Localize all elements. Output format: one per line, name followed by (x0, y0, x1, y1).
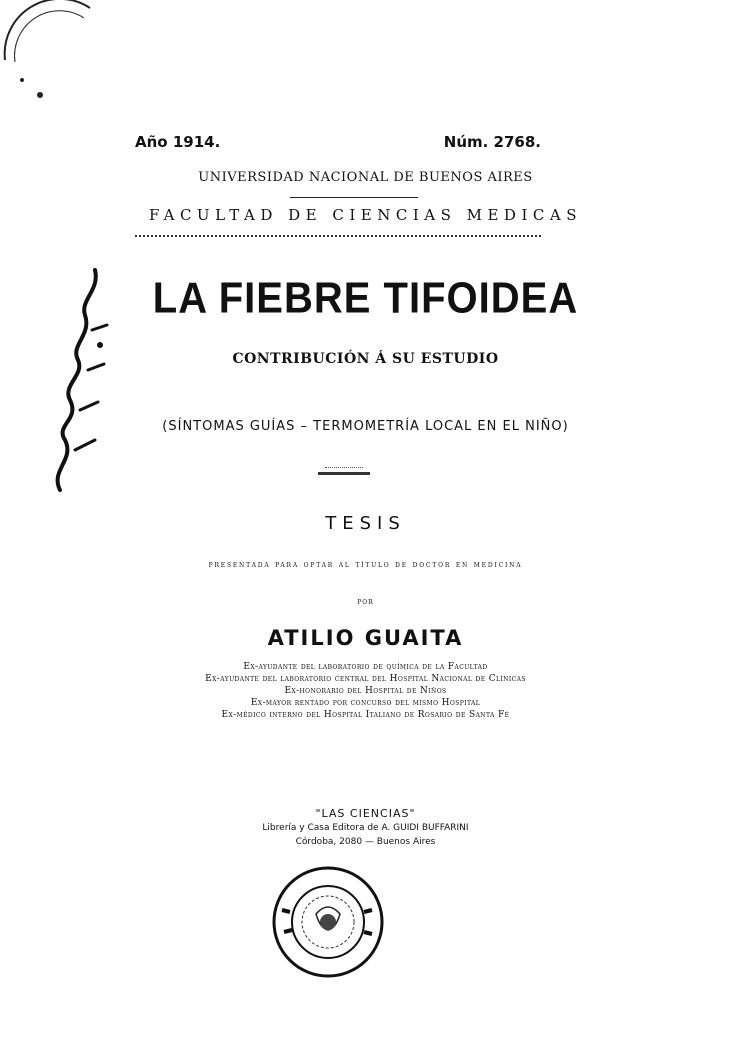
author-name: ATILIO GUAITA (267, 626, 464, 650)
author-credits (0, 661, 731, 721)
credit-line: Ex-médico interno del Hospital Italiano de Rosario de Santa Fé (221, 710, 510, 720)
ornament-rule-top (325, 467, 363, 468)
publisher-address: Córdoba, 2080 — Buenos Aires (295, 837, 436, 847)
thesis-label: TESIS (325, 513, 406, 534)
book-subtitle: CONTRIBUCIÓN Á SU ESTUDIO (232, 351, 499, 367)
university-name: UNIVERSIDAD NACIONAL DE BUENOS AIRES (198, 170, 533, 185)
book-detail: (SÍNTOMAS GUÍAS – TERMOMETRÍA LOCAL EN EL NIÑO) (162, 419, 569, 434)
number-label: Núm. 2768. (443, 133, 541, 151)
year-label: Año 1914. (135, 133, 221, 151)
dotted-rule (135, 235, 541, 237)
publisher-line: Librería y Casa Editora de A. GUIDI BUFFARINI (262, 823, 469, 833)
credit-line: Ex-mayor rentado por concurso del mismo Hospital (250, 698, 481, 708)
ornament-rule (318, 472, 370, 475)
library-stamp-corner (0, 0, 110, 110)
by-label: por (357, 597, 374, 606)
credit-line: Ex-ayudante del laboratorio de química de la Facultad (243, 662, 488, 672)
credit-line: Ex-ayudante del laboratorio central del Hospital Nacional de Clínicas (205, 674, 526, 684)
publisher-block (0, 807, 731, 849)
book-title: LA FIEBRE TIFOIDEA (152, 273, 579, 323)
publisher-name: "LAS CIENCIAS" (315, 807, 416, 820)
faculty-name: FACULTAD DE CIENCIAS MEDICAS (149, 206, 582, 224)
library-stamp-icon (268, 862, 388, 982)
credit-line: Ex-honorario del Hospital de Niños (284, 686, 447, 696)
divider-rule (290, 197, 418, 198)
thesis-presentation: presentada para optar al título de doctor en medicina (208, 560, 523, 570)
